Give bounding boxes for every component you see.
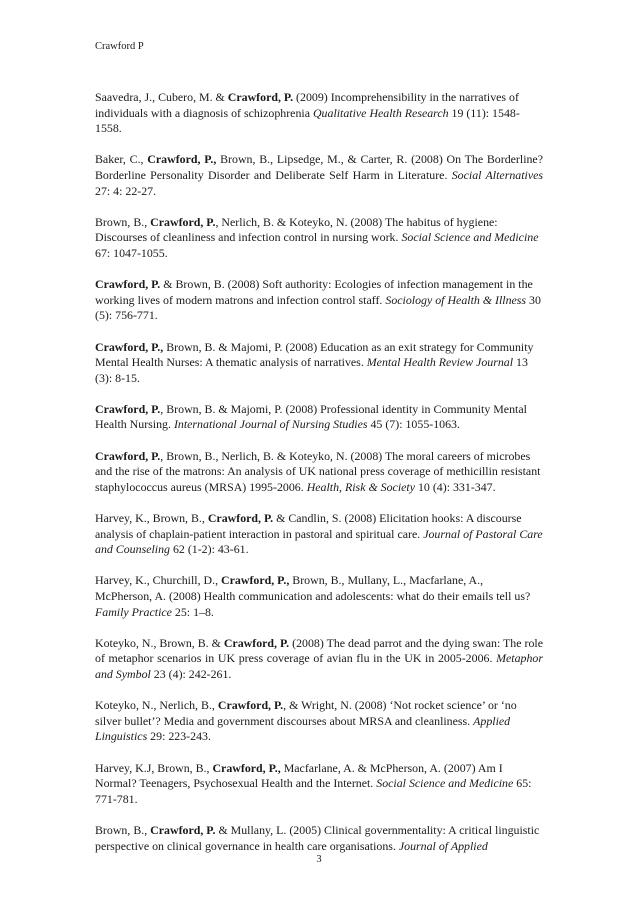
reference-text: 62 (1-2): 43-61. (169, 542, 249, 557)
reference-journal-title: Qualitative Health Research (312, 105, 449, 120)
reference-journal-title: Family Practice (95, 604, 172, 619)
reference-author-highlight: Crawford, P. (227, 90, 294, 104)
reference-text: Koteyko, N., Brown, B. & (95, 635, 224, 650)
reference-entry (95, 573, 543, 620)
reference-text: 67: 1047-1055. (95, 245, 168, 260)
reference-text: Koteyko, N., Nerlich, B., (95, 698, 218, 713)
reference-author-highlight: Crawford, P., (147, 152, 217, 167)
reference-entry (95, 761, 543, 808)
reference-journal-title: Health, Risk & Society (306, 479, 415, 494)
reference-journal-title: Journal of Applied (398, 838, 488, 853)
reference-text: Brown, B., Lipsedge, M., & Carter, R. (2008) On The Borderline? Borderline Personality Disorder and Deliberate Self Harm in Literature. (95, 152, 543, 182)
reference-journal-title: Social Science and Medicine (376, 776, 514, 791)
reference-journal-title: Metaphor and Symbol (95, 651, 543, 681)
reference-text: 10 (4): 331-347. (415, 479, 496, 494)
reference-text: & Mullany, L. (2005) Clinical governmentality: A critical linguistic perspective on clinical governance in health care organisations. (95, 822, 540, 853)
reference-entry (95, 277, 543, 324)
reference-entry (95, 215, 543, 262)
reference-text: 65: 771-781. (95, 776, 532, 806)
reference-text: & Candlin, S. (2008) Elicitation hooks: A discourse analysis of chaplain-patient interaction in pastoral and spiritual care. (95, 511, 522, 541)
reference-text: Brown, B., (95, 822, 151, 837)
reference-list (95, 90, 543, 870)
reference-text: 25: 1–8. (171, 604, 214, 619)
reference-text: Saavedra, J., Cubero, M. & (95, 90, 228, 104)
reference-entry (95, 449, 543, 496)
reference-text: 23 (4): 242-261. (150, 666, 232, 681)
reference-text: (2008) The dead parrot and the dying swan: The role of metaphor scenarios in UK press coverage of avian flu in the UK in 2005-2006. (95, 635, 543, 666)
reference-journal-title: Sociology of Health & Illness (385, 292, 527, 307)
reference-journal-title: Social Science and Medicine (401, 230, 539, 245)
reference-text: 45 (7): 1055-1063. (367, 417, 460, 432)
reference-text: 13 (3): 8-15. (95, 355, 528, 385)
page-header-author: Crawford P (95, 41, 144, 52)
reference-text: Harvey, K., Churchill, D., (95, 573, 222, 588)
reference-author-highlight: Crawford, P. (207, 511, 274, 526)
reference-text: 27: 4: 22-27. (95, 183, 157, 198)
reference-entry (95, 698, 543, 745)
reference-text: Baker, C., (95, 152, 148, 167)
reference-entry (95, 152, 543, 199)
reference-author-highlight: Crawford, P. (217, 698, 284, 713)
reference-text: , Nerlich, B. & Koteyko, N. (2008) The habitus of hygiene: Discourses of cleanliness and infection control in nursing work. (95, 214, 498, 245)
reference-author-highlight: Crawford, P., (212, 760, 281, 775)
reference-author-highlight: Crawford, P. (223, 635, 290, 650)
reference-text: 19 (11): 1548-1558. (95, 105, 520, 136)
reference-entry (95, 511, 543, 558)
reference-text: 30 (5): 756-771. (95, 292, 541, 323)
reference-text: 29: 223-243. (147, 729, 211, 744)
reference-text: Harvey, K., Brown, B., (95, 511, 208, 526)
reference-entry (95, 340, 543, 387)
reference-journal-title: Applied Linguistics (95, 713, 511, 744)
reference-author-highlight: Crawford, P., (95, 339, 164, 354)
reference-author-highlight: Crawford, P. (95, 448, 161, 463)
reference-author-highlight: Crawford, P. (150, 214, 216, 229)
reference-text: , Brown, B. & Majomi, P. (2008) Professional identity in Community Mental Health Nursing. (95, 401, 527, 432)
reference-author-highlight: Crawford, P. (95, 401, 161, 416)
reference-entry (95, 823, 543, 854)
reference-author-highlight: Crawford, P. (95, 277, 161, 292)
reference-author-highlight: Crawford, P., (221, 573, 290, 588)
reference-text: , Brown, B., Nerlich, B. & Koteyko, N. (2008) The moral careers of microbes and the rise of the matrons: An analysis of UK national press coverage of methicillin resistant staphylococcus aureus (MRSA) 1995-2006. (95, 448, 541, 494)
reference-entry (95, 636, 543, 683)
reference-text: Brown, B., Mullany, L., Macfarlane, A., McPherson, A. (2008) Health communication and adolescents: what do their emails tell us? (95, 573, 531, 603)
reference-journal-title: Social Alternatives (451, 167, 544, 182)
reference-journal-title: Mental Health Review Journal (366, 355, 514, 370)
reference-text: Macfarlane, A. & McPherson, A. (2007) Am I Normal? Teenagers, Psychosexual Health and the Internet. (95, 760, 503, 791)
reference-text: Brown, B., (95, 214, 151, 229)
reference-text: (2009) Incomprehensibility in the narratives of individuals with a diagnosis of schizophrenia (95, 90, 519, 120)
reference-author-highlight: Crawford, P. (150, 822, 216, 837)
reference-text: Harvey, K.J, Brown, B., (95, 760, 213, 775)
reference-text: , & Wright, N. (2008) ‘Not rocket science’ or ‘no silver bullet’? Media and government discourses about MRSA and cleanliness. (95, 698, 517, 728)
reference-text: Brown, B. & Majomi, P. (2008) Education as an exit strategy for Community Mental Health Nurses: A thematic analysis of narratives. (95, 339, 534, 370)
reference-journal-title: Journal of Pastoral Care and Counseling (95, 526, 543, 557)
reference-entry (95, 402, 543, 433)
reference-entry (95, 90, 543, 137)
reference-text: & Brown, B. (2008) Soft authority: Ecologies of infection management in the working lives of modern matrons and infection control staff. (95, 277, 533, 307)
page-number: 3 (316, 854, 322, 865)
reference-journal-title: International Journal of Nursing Studies (173, 417, 368, 432)
